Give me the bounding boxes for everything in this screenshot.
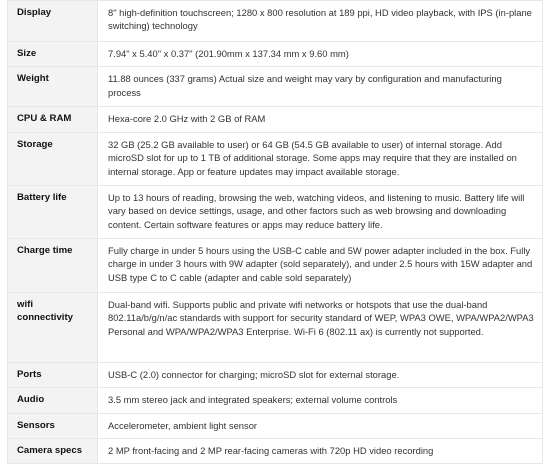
spec-row-audio <box>8 388 543 413</box>
spec-value: Dual-band wifi. Supports public and private wifi networks or hotspots that use the dual-band 802.11a/b/g/n/ac standards with support for security standard of WEP, WPA3 OWE, WPA/WPA2/WPA3 Personal and WPA/WPA2/WPA3 Enterprise. Wi-Fi 6 (802.11 ax) is currently not supported. <box>98 292 543 362</box>
spec-label: Storage <box>8 132 98 185</box>
spec-row-sensors <box>8 413 543 438</box>
spec-label: Sensors <box>8 413 98 438</box>
spec-label: Camera specs <box>8 439 98 464</box>
spec-value: Accelerometer, ambient light sensor <box>98 413 543 438</box>
spec-value: 3.5 mm stereo jack and integrated speakers; external volume controls <box>98 388 543 413</box>
spec-row-ports <box>8 362 543 387</box>
specs-table <box>7 0 543 464</box>
spec-value: Hexa-core 2.0 GHz with 2 GB of RAM <box>98 107 543 132</box>
spec-row-size <box>8 42 543 67</box>
spec-label: Ports <box>8 362 98 387</box>
spec-value: 7.94" x 5.40" x 0.37" (201.90mm x 137.34 mm x 9.60 mm) <box>98 42 543 67</box>
spec-value: 8" high-definition touchscreen; 1280 x 800 resolution at 189 ppi, HD video playback, with IPS (in-plane switching) technology <box>98 1 543 42</box>
spec-row-camera-specs <box>8 439 543 464</box>
spec-row-cpu-ram <box>8 107 543 132</box>
spec-row-wifi-connectivity <box>8 292 543 362</box>
spec-row-charge-time <box>8 238 543 292</box>
spec-row-weight <box>8 67 543 107</box>
spec-value: 32 GB (25.2 GB available to user) or 64 GB (54.5 GB available to user) of internal storage. Add microSD slot for up to 1 TB of additional storage. Some apps may require that they are installed on internal storage. App or feature updates may impact available storage. <box>98 132 543 185</box>
spec-label: CPU & RAM <box>8 107 98 132</box>
spec-label: Weight <box>8 67 98 107</box>
specs-table-body <box>8 1 543 464</box>
spec-row-storage <box>8 132 543 185</box>
spec-label: Audio <box>8 388 98 413</box>
spec-value: 11.88 ounces (337 grams) Actual size and weight may vary by configuration and manufacturing process <box>98 67 543 107</box>
spec-value: Fully charge in under 5 hours using the USB-C cable and 5W power adapter included in the box. Fully charge in under 3 hours with 9W adapter (sold separately), and under 2.5 hours with 15W adapter and USB type C to C cable (adapter and cable sold separately) <box>98 238 543 292</box>
spec-value: Up to 13 hours of reading, browsing the web, watching videos, and listening to music. Battery life will vary based on device settings, usage, and other factors such as web browsing and downloading content. Certain software features or apps may reduce battery life. <box>98 185 543 238</box>
spec-label: Charge time <box>8 238 98 292</box>
spec-row-display <box>8 1 543 42</box>
spec-value: 2 MP front-facing and 2 MP rear-facing cameras with 720p HD video recording <box>98 439 543 464</box>
spec-value: USB-C (2.0) connector for charging; microSD slot for external storage. <box>98 362 543 387</box>
spec-label: wifi connectivity <box>8 292 98 362</box>
spec-label: Display <box>8 1 98 42</box>
spec-label: Battery life <box>8 185 98 238</box>
spec-row-battery-life <box>8 185 543 238</box>
spec-label: Size <box>8 42 98 67</box>
